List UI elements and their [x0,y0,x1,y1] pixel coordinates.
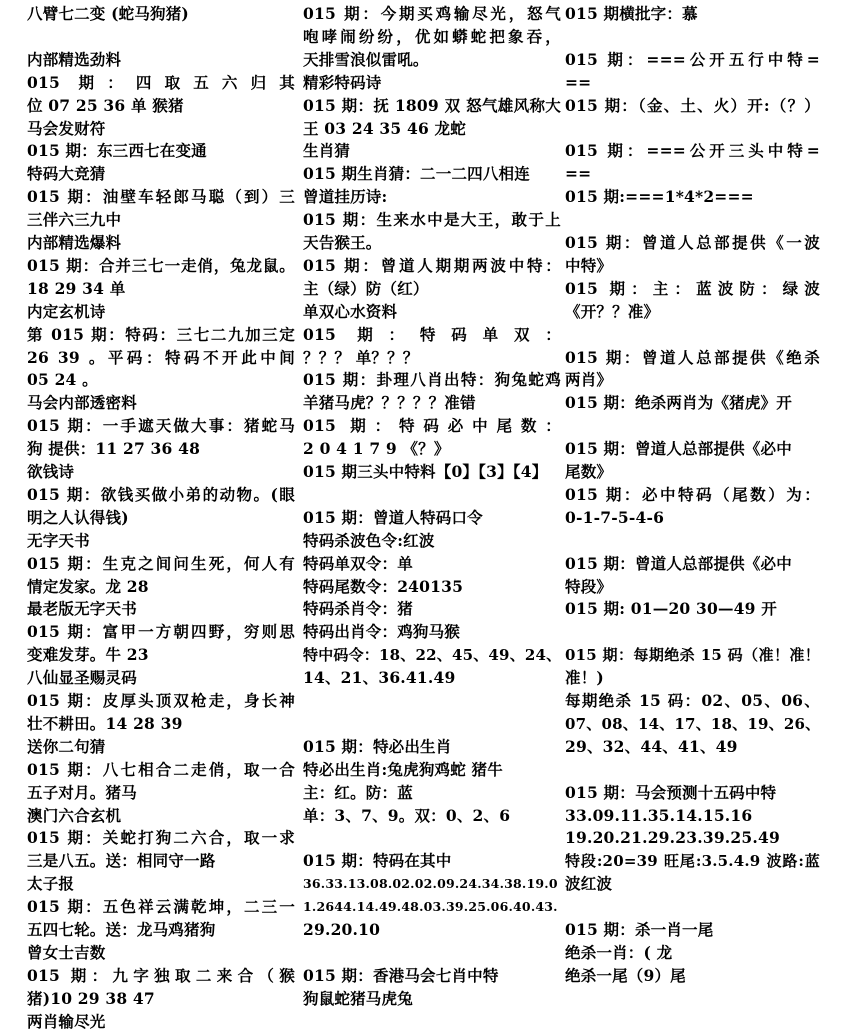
col3-line: == [565,164,592,184]
col1-line: 015 期：合并三七一走俏，兔龙鼠。 [27,255,295,275]
col3-line: 015 期: 01—20 30—49 开 [565,599,777,619]
col1-line: 明之人认得钱) [27,507,129,527]
col2-line: 单：3、7、9。双：0、2、6 [303,805,511,825]
col3-line: 015 期：绝杀两肖为《猪虎》开 [565,393,792,413]
col1-line: 015 期：富甲一方朝四野，穷则思 [27,622,295,642]
col1-line: 欲钱诗 [27,462,75,481]
col1-line: 八臂七二变 (蛇马狗猪) [27,4,189,23]
col1-line: 015 期：东三西七在变通 [27,141,207,161]
col2-line: 特码杀肖令：猪 [303,599,413,619]
col1-line: 三是八五。送：相同守一路 [27,851,216,871]
col2-line: 015 期：抚 1809 双 怒气雄风称大 [303,95,561,115]
col3-line: 波红波 [565,874,613,894]
col3-line: 尾数》 [565,462,613,481]
col1-line: 壮不耕田。14 28 39 [27,713,183,733]
col3-line: 准！) [565,668,604,688]
col2-line: 天排雪浪似雷吼。 [303,49,429,69]
col2-line: 015 期：特码在其中 [303,851,452,871]
col2-line: 015 期：特码必中尾数： [303,416,561,436]
col1-line: 内部精选爆料 [27,233,122,252]
col1-line: 曾女士吉数 [27,942,106,962]
col1-line: 015 期：生克之间问生死，何人有 [27,553,295,573]
col2-line: 2 0 4 1 7 9 《？》 [303,439,450,459]
col2-line: 特码尾数令：240135 [303,576,464,596]
col1-line: 两肖输尽光 [27,1011,106,1031]
col3-line: 中特》 [565,255,613,275]
col1-line: 八仙显圣赐灵码 [27,668,137,688]
col2-line: 015 期：香港马会七肖中特 [303,965,499,985]
col1-line: 015 期：五色祥云满乾坤，二三一 [27,897,295,917]
col3-line: 0-1-7-5-4-6 [565,507,665,527]
col2-line: 015 期三头中特料【0】【3】【4】 [303,462,548,481]
col1-line: 18 29 34 单 [27,278,126,298]
col1-line: 015 期：皮厚头顶双枪走，身长神 [27,691,295,710]
col1-line: 特码大竞猜 [27,164,106,184]
col3-line: 015 期：===公开三头中特= [565,141,820,161]
col2-line: 生肖猜 [303,141,351,161]
col2-line: 羊猪马虎？？？？？准错 [303,393,476,413]
col1-line: 五子对月。猪马 [27,782,137,802]
col2-line: 主：红。防：蓝 [303,782,413,802]
col3-line: 33.09.11.35.14.15.16 [565,805,753,825]
col1-line: 马会内部透密料 [27,393,137,413]
col1-line: 015 期：四取五六归其 [27,72,295,92]
col2-line: 主（绿）防（红） [303,278,429,298]
col2-line: 015 期：卦理八肖出特：狗兔蛇鸡 [303,370,561,390]
col1-line: 狗 提供：11 27 36 48 [27,439,201,459]
col2-line: 咆哮闹纷纷，优如蟒蛇把象吞， [303,26,561,46]
col3-line: 特段》 [565,576,613,596]
col1-line: 位 07 25 36 单 猴猪 [27,95,184,115]
col3-line: 015 期：曾道人总部提供《一波 [565,233,820,252]
col1-line: 马会发财符 [27,118,106,138]
col1-line: 015 期：关蛇打狗二六合，取一求 [27,828,295,848]
col2-line: 015 期生肖猜：二一二四八相连 [303,164,530,184]
col2-line: 特码出肖令：鸡狗马猴 [303,622,461,642]
col2-line: ？？？ 单？？？ [303,347,419,367]
col2-line: 015 期：曾道人期期两波中特： [303,255,561,275]
col2-line: 29.20.10 [303,920,381,939]
col2-line: 王 03 24 35 46 龙蛇 [303,118,466,138]
col3-line: 29、32、44、41、49 [565,736,738,756]
col2-line: 14、21、36.41.49 [303,668,456,688]
col1-line: 第 015 期：特码：三七二九加三定 [27,324,295,344]
col2-line: 特必出生肖:兔虎狗鸡蛇 猪牛 [303,759,503,779]
col2-line: 天告猴王。 [303,233,382,252]
col2-line: 015 期：特必出生肖 [303,736,452,756]
col3-line: 特段:20=39 旺尾:3.5.4.9 波路:蓝 [565,852,820,871]
col3-line: 19.20.21.29.23.39.25.49 [565,828,780,848]
col1-line: 情定发家。龙 28 [27,576,149,596]
col3-line: == [565,72,592,92]
col1-line: 015 期：一手遮天做大事：猪蛇马 [27,416,295,436]
col3-line: 015 期：（金、土、火）开:（？） [565,95,820,115]
col3-line: 015 期：每期绝杀 15 码（准！准！ [565,646,820,665]
col3-line: 015 期:===1*4*2=== [565,187,754,207]
col2-line: 015 期：今期买鸡输尽光，怒气 [303,4,561,23]
col1-line: 015 期：油壁车轻郎马聪（到）三 [27,187,295,207]
col3-line: 每期绝杀 15 码：02、05、06、 [565,691,820,710]
col2-line: 狗鼠蛇猪马虎兔 [303,988,413,1008]
col2-line: 特码杀波色令:红波 [303,530,435,550]
col1-line: 015 期：九字独取二来合（猴 [27,965,295,985]
col3-line: 015 期：曾道人总部提供《绝杀 [565,347,820,367]
col2-line: 特码单双令：单 [303,553,413,573]
col3-line: 015 期：必中特码（尾数）为： [565,484,820,504]
col3-line: 015 期横批字：慕 [565,4,698,23]
col3-line: 015 期：杀一肖一尾 [565,920,714,939]
col2-line: 特中码令：18、22、45、49、24、 [303,646,562,665]
col1-line: 内部精选劲料 [27,49,122,69]
col1-line: 澳门六合玄机 [27,805,122,825]
col2-line: 精彩特码诗 [303,72,382,92]
col3-line: 015 期：曾道人总部提供《必中 [565,553,792,573]
col2-line: 单双心水资料 [303,301,398,321]
col2-line: 1.2644.14.49.48.03.39.25.06.40.43. [303,899,558,915]
col3-line: 绝杀一尾（9）尾 [565,965,686,985]
col2-line: 015 期：曾道人特码口令 [303,507,483,527]
col3-line: 07、08、14、17、18、19、26、 [565,714,821,733]
col1-line: 015 期：欲钱买做小弟的动物。(眼 [27,484,295,504]
col1-line: 太子报 [27,874,75,894]
col1-line: 26 39 。平码：特码不开此中间 [27,347,295,367]
col2-line: 曾道挂历诗: [303,187,388,207]
col1-line: 015 期：八七相合二走俏，取一合 [27,759,295,779]
col1-line: 三伴六三九中 [27,210,122,230]
col1-line: 五四七轮。送：龙马鸡猪狗 [27,920,216,939]
col1-line: 最老版无字天书 [27,599,137,619]
col2-line: 015 期：特码单双： [303,324,561,344]
col1-line: 猪)10 29 38 47 [27,988,155,1008]
col1-line: 变难发芽。牛 23 [27,645,149,665]
col1-line: 送你二句猜 [27,736,106,756]
col3-line: 015 期：主：蓝波防：绿波 [565,278,820,298]
col1-line: 内定玄机诗 [27,301,106,321]
col3-line: 015 期：曾道人总部提供《必中 [565,439,792,459]
col2-line: 36.33.13.08.02.02.09.24.34.38.19.0 [303,876,558,892]
col3-line: 015 期：马会预测十五码中特 [565,782,777,802]
col3-line: 《开？？准》 [565,301,660,321]
col3-line: 015 期：===公开五行中特= [565,49,820,69]
col3-line: 两肖》 [565,370,613,390]
col2-line: 015 期：生来水中是大王，敢于上 [303,210,561,230]
col3-line: 绝杀一肖：( 龙 [565,942,673,962]
col1-line: 无字天书 [27,530,90,550]
col1-line: 05 24 。 [27,370,98,390]
